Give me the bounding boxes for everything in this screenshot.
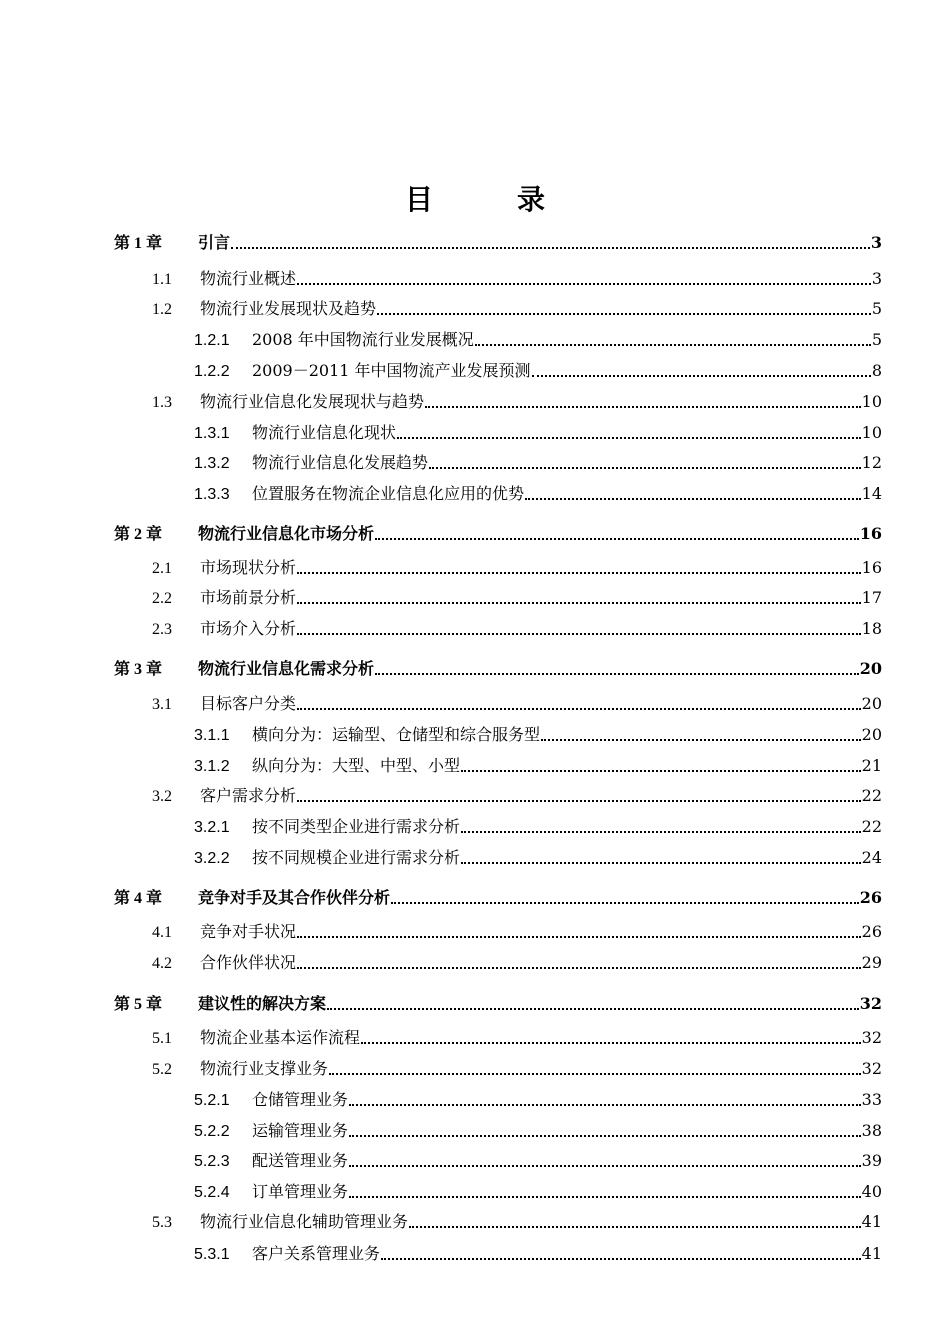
- toc-dot-leader: [475, 344, 871, 346]
- toc-entry-number: 第 5 章: [114, 996, 163, 1013]
- toc-entry-title: 物流行业发展现状及趋势: [200, 299, 377, 318]
- toc-page-number: 10: [861, 392, 882, 411]
- toc-entry-title: 市场现状分析: [200, 558, 297, 577]
- toc-entry-number: 3.1: [152, 696, 172, 713]
- toc-page-number: 8: [871, 361, 882, 380]
- toc-dot-leader: [349, 1196, 861, 1198]
- toc-entry-title: 竞争对手及其合作伙伴分析: [198, 888, 391, 907]
- toc-entry-1.2.1[interactable]: [194, 330, 882, 351]
- toc-entry-title: 位置服务在物流企业信息化应用的优势: [252, 484, 525, 503]
- toc-entry-title: 2008 年中国物流行业发展概况: [252, 330, 474, 349]
- toc-entry-title: 物流行业信息化辅助管理业务: [200, 1212, 409, 1231]
- toc-entry-number: 1.2.2: [194, 363, 230, 380]
- toc-page-number: 32: [861, 1028, 882, 1047]
- toc-entry-1.1[interactable]: [152, 269, 882, 290]
- toc-dot-leader: [329, 1073, 861, 1075]
- toc-entry-4.2[interactable]: [152, 953, 882, 974]
- toc-entry-title: 运输管理业务: [252, 1121, 349, 1140]
- toc-entry-title: 市场介入分析: [200, 619, 297, 638]
- toc-entry-number: 1.3: [152, 394, 172, 411]
- toc-page-number: 5: [871, 299, 882, 318]
- toc-page-number: 41: [861, 1212, 882, 1231]
- toc-dot-leader: [349, 1104, 861, 1106]
- toc-entry-number: 2.3: [152, 621, 172, 638]
- toc-entry-2.1[interactable]: [152, 558, 882, 579]
- toc-page-number: 5: [871, 330, 882, 349]
- toc-entry-3.2.2[interactable]: [194, 848, 882, 869]
- toc-entry-number: 4.2: [152, 955, 172, 972]
- toc-entry-title: 订单管理业务: [252, 1182, 349, 1201]
- toc-page-number: 38: [861, 1121, 882, 1140]
- toc-dot-leader: [381, 1258, 861, 1260]
- toc-entry-title: 目标客户分类: [200, 694, 297, 713]
- toc-entry-title: 物流行业信息化现状: [252, 423, 397, 442]
- toc-dot-leader: [297, 967, 861, 969]
- toc-entry-number: 3.2.1: [194, 819, 230, 836]
- toc-entry-number: 3.1.1: [194, 727, 230, 744]
- toc-entry-number: 2.2: [152, 590, 172, 607]
- toc-entry-3.1.2[interactable]: [194, 756, 882, 777]
- toc-entry-number: 5.2.2: [194, 1123, 230, 1140]
- toc-entry-number: 5.3.1: [194, 1246, 230, 1263]
- toc-entry-number: 3.2: [152, 788, 172, 805]
- toc-dot-leader: [297, 283, 871, 285]
- toc-page-number: 12: [861, 453, 882, 472]
- toc-page-number: 17: [861, 588, 882, 607]
- toc-page-number: 18: [861, 619, 882, 638]
- toc-entry-5.2.3[interactable]: [194, 1151, 882, 1172]
- toc-dot-leader: [377, 313, 871, 315]
- toc-entry-title: 市场前景分析: [200, 588, 297, 607]
- toc-page-number: 16: [861, 558, 882, 577]
- toc-dot-leader: [349, 1165, 861, 1167]
- toc-page-number: 20: [861, 725, 882, 744]
- toc-entry-number: 1.2: [152, 301, 172, 318]
- toc-dot-leader: [391, 902, 859, 904]
- toc-entry-title: 配送管理业务: [252, 1151, 349, 1170]
- page-title: 目 录: [404, 183, 573, 216]
- toc-entry-title: 客户关系管理业务: [252, 1244, 381, 1263]
- toc-entry-number: 1.1: [152, 271, 172, 288]
- toc-page-number: 21: [861, 756, 882, 775]
- toc-entry-number: 1.2.1: [194, 332, 230, 349]
- toc-entry-title: 横向分为：运输型、仓储型和综合服务型: [252, 725, 541, 744]
- toc-entry-title: 2009－2011 年中国物流产业发展预测: [252, 361, 531, 380]
- toc-entry-4.1[interactable]: [152, 922, 882, 943]
- toc-dot-leader: [375, 538, 859, 540]
- toc-dot-leader: [297, 800, 861, 802]
- toc-page-number: 3: [871, 269, 882, 288]
- toc-page-number: 39: [861, 1151, 882, 1170]
- toc-dot-leader: [397, 437, 861, 439]
- toc-entry-5.3.1[interactable]: [194, 1244, 882, 1265]
- toc-page-number: 3: [870, 233, 882, 252]
- toc-dot-leader: [297, 602, 861, 604]
- toc-entry-title: 建议性的解决方案: [198, 994, 327, 1013]
- toc-dot-leader: [297, 708, 861, 710]
- toc-dot-leader: [297, 572, 861, 574]
- toc-entry-4[interactable]: [114, 888, 882, 909]
- toc-entry-1.2[interactable]: [152, 299, 882, 320]
- toc-dot-leader: [361, 1042, 861, 1044]
- toc-dot-leader: [532, 375, 871, 377]
- toc-entry-1.3.3[interactable]: [194, 484, 882, 505]
- toc-entry-2.3[interactable]: [152, 619, 882, 640]
- toc-entry-1[interactable]: [114, 233, 882, 254]
- toc-page-number: 33: [861, 1090, 882, 1109]
- toc-entry-title: 按不同规模企业进行需求分析: [252, 848, 461, 867]
- toc-entry-1.3[interactable]: [152, 392, 882, 413]
- toc-page-number: 22: [861, 786, 882, 805]
- toc-entry-number: 4.1: [152, 924, 172, 941]
- toc-page-number: 24: [861, 848, 882, 867]
- toc-page-number: 16: [859, 524, 882, 543]
- toc-page-number: 14: [861, 484, 882, 503]
- toc-entry-title: 引言: [198, 233, 231, 252]
- toc-entry-number: 第 4 章: [114, 890, 163, 907]
- toc-page-number: 22: [861, 817, 882, 836]
- toc-page-number: 41: [861, 1244, 882, 1263]
- toc-entry-title: 物流行业信息化发展趋势: [252, 453, 429, 472]
- toc-entry-title: 合作伙伴状况: [200, 953, 297, 972]
- toc-entry-title: 物流企业基本运作流程: [200, 1028, 361, 1047]
- toc-entry-5.1[interactable]: [152, 1028, 882, 1049]
- toc-page-number: 20: [859, 659, 882, 678]
- toc-dot-leader: [525, 498, 861, 500]
- toc-entry-number: 3.1.2: [194, 758, 230, 775]
- toc-entry-5.2.4[interactable]: [194, 1182, 882, 1203]
- toc-dot-leader: [541, 739, 861, 741]
- toc-entry-1.3.2[interactable]: [194, 453, 882, 474]
- toc-dot-leader: [327, 1008, 859, 1010]
- toc-entry-title: 竞争对手状况: [200, 922, 297, 941]
- toc-entry-number: 第 2 章: [114, 526, 163, 543]
- toc-entry-title: 物流行业信息化需求分析: [198, 659, 375, 678]
- toc-entry-number: 5.2.4: [194, 1184, 230, 1201]
- toc-page-number: 10: [861, 423, 882, 442]
- toc-dot-leader: [461, 862, 861, 864]
- toc-entry-2[interactable]: [114, 524, 882, 545]
- toc-entry-5.2.2[interactable]: [194, 1121, 882, 1142]
- toc-entry-title: 按不同类型企业进行需求分析: [252, 817, 461, 836]
- toc-entry-title: 物流行业概述: [200, 269, 297, 288]
- toc-entry-number: 第 1 章: [114, 235, 163, 252]
- toc-dot-leader: [461, 831, 861, 833]
- toc-entry-number: 1.3.1: [194, 425, 230, 442]
- toc-entry-title: 仓储管理业务: [252, 1090, 349, 1109]
- toc-page-number: 20: [861, 694, 882, 713]
- toc-entry-number: 5.1: [152, 1030, 172, 1047]
- toc-page-number: 26: [861, 922, 882, 941]
- toc-entry-number: 2.1: [152, 560, 172, 577]
- toc-entry-3[interactable]: [114, 659, 882, 680]
- toc-entry-1.3.1[interactable]: [194, 423, 882, 444]
- toc-page-number: 32: [861, 1059, 882, 1078]
- toc-dot-leader: [297, 936, 861, 938]
- toc-page-number: 40: [861, 1182, 882, 1201]
- toc-entry-number: 5.2.1: [194, 1092, 230, 1109]
- toc-entry-3.1[interactable]: [152, 694, 882, 715]
- toc-entry-1.2.2[interactable]: [194, 361, 882, 382]
- toc-entry-3.2.1[interactable]: [194, 817, 882, 838]
- toc-entry-title: 物流行业支撑业务: [200, 1059, 329, 1078]
- toc-entry-title: 客户需求分析: [200, 786, 297, 805]
- toc-entry-5.2.1[interactable]: [194, 1090, 882, 1111]
- toc-dot-leader: [425, 406, 861, 408]
- toc-entry-title: 物流行业信息化发展现状与趋势: [200, 392, 425, 411]
- toc-page-number: 26: [859, 888, 882, 907]
- toc-entry-5[interactable]: [114, 994, 882, 1015]
- toc-entry-number: 5.2: [152, 1061, 172, 1078]
- toc-dot-leader: [349, 1135, 861, 1137]
- toc-dot-leader: [429, 467, 861, 469]
- toc-page-number: 29: [861, 953, 882, 972]
- toc-entry-number: 3.2.2: [194, 850, 230, 867]
- toc-entry-3.2[interactable]: [152, 786, 882, 807]
- toc-entry-number: 5.3: [152, 1214, 172, 1231]
- toc-entry-5.3[interactable]: [152, 1212, 882, 1233]
- toc-dot-leader: [231, 247, 870, 249]
- toc-entry-3.1.1[interactable]: [194, 725, 882, 746]
- toc-dot-leader: [409, 1226, 861, 1228]
- toc-dot-leader: [461, 770, 861, 772]
- toc-dot-leader: [375, 673, 859, 675]
- toc-entry-title: 物流行业信息化市场分析: [198, 524, 375, 543]
- toc-entry-number: 1.3.3: [194, 486, 230, 503]
- toc-entry-number: 5.2.3: [194, 1153, 230, 1170]
- toc-entry-5.2[interactable]: [152, 1059, 882, 1080]
- toc-entry-number: 第 3 章: [114, 661, 163, 678]
- toc-entry-2.2[interactable]: [152, 588, 882, 609]
- toc-entry-number: 1.3.2: [194, 455, 230, 472]
- toc-entry-title: 纵向分为：大型、中型、小型: [252, 756, 461, 775]
- toc-page-number: 32: [859, 994, 882, 1013]
- toc-dot-leader: [297, 633, 861, 635]
